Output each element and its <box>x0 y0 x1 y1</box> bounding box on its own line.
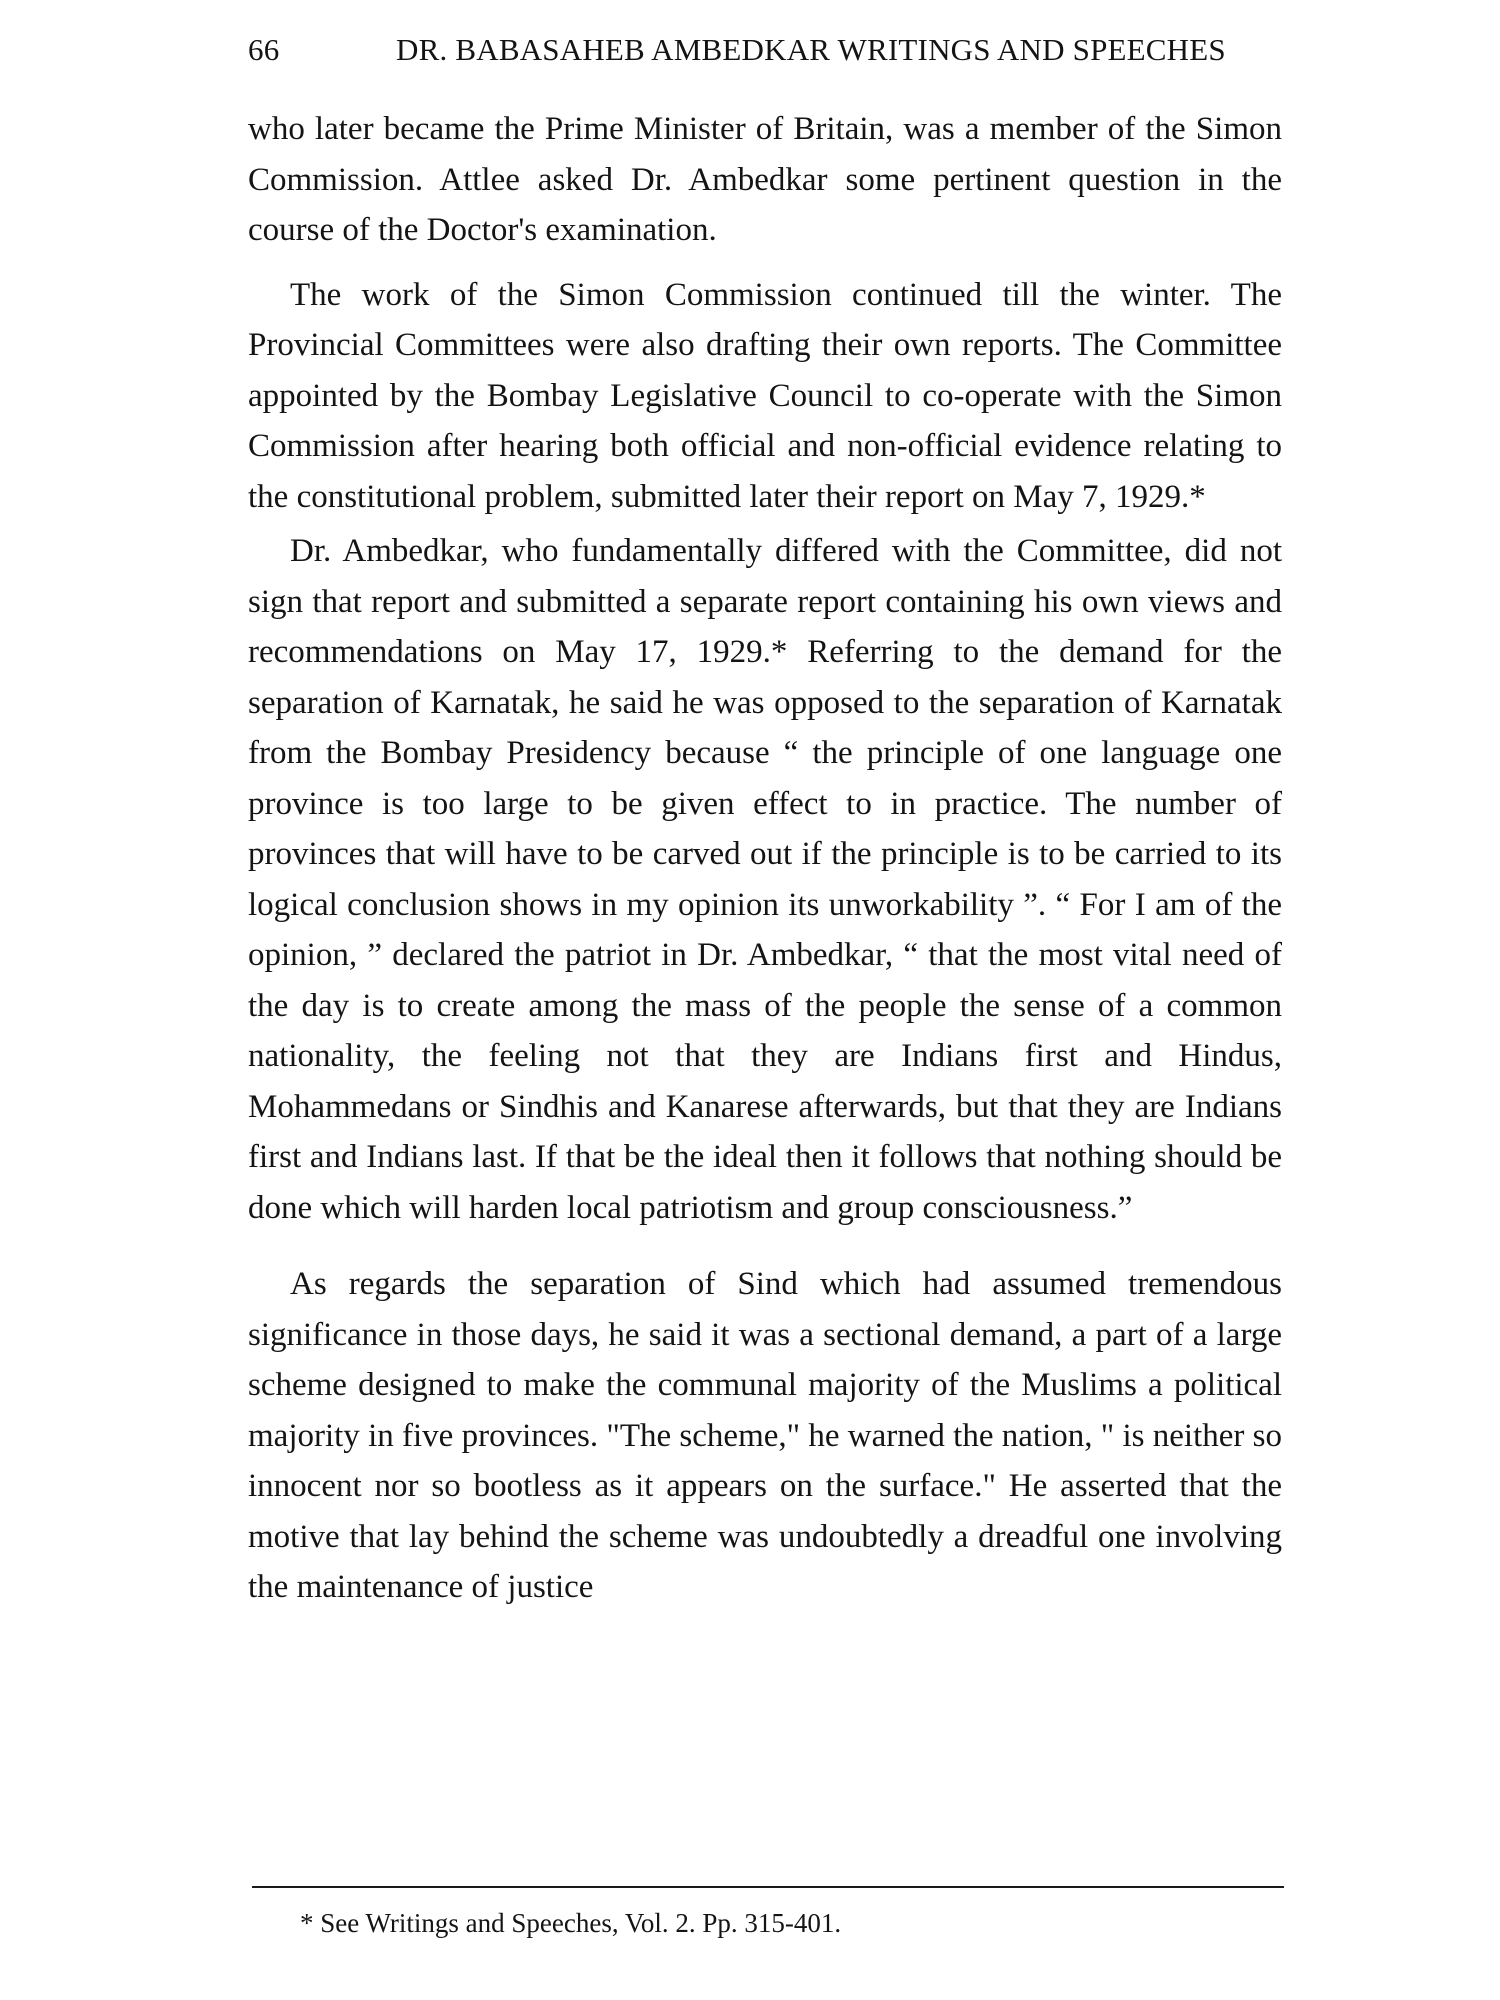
paragraph-attlee: who later became the Prime Minister of Britain, was a member of the Simon Commission. Attlee asked Dr. Ambedkar some pertinent question in the course of the Doctor's examination. <box>248 111 1282 248</box>
running-header <box>248 32 1282 72</box>
page-number: 66 <box>248 32 280 67</box>
paragraph-separate-report: Dr. Ambedkar, who fundamentally differed with the Committee, did not sign that report and submitted a separate report containing his own views and recommendations on May 17, 1929.* Referring to the demand for the separation of Karnatak, he said he was opposed to the separation of Karnatak from the Bombay Presidency because “ the principle of one language one province is too large to be given effect to in practice. The number of provinces that will have to be carved out if the principle is to be carried to its logical conclusion shows in my opinion its unworkability ”. “ For I am of the opinion, ” declared the patriot in Dr. Ambedkar, “ that the most vital need of the day is to create among the mass of the people the sense of a common nationality, the feeling not that they are Indians first and Hindus, Mohammedans or Sindhis and Kanarese afterwards, but that they are Indians first and Indians last. If that be the ideal then it follows that nothing should be done which will harden local patriotism and group consciousness.” <box>248 533 1282 1226</box>
footnote: * See Writings and Speeches, Vol. 2. Pp. 315-401. <box>300 1908 842 1938</box>
paragraph-separation-of-sind: As regards the separation of Sind which had assumed tremendous significance in those days, he said it was a sectional demand, a part of a large scheme designed to make the communal majority of the Muslims a political majority in five provinces. "The scheme," he warned the nation, " is neither so innocent nor so bootless as it appears on the surface." He asserted that the motive that lay behind the scheme was undoubtedly a dreadful one involving the maintenance of justice <box>248 1266 1282 1605</box>
body-text <box>248 104 1282 1613</box>
paragraph-simon-commission-work: The work of the Simon Commission continued till the winter. The Provincial Committees were also drafting their own reports. The Committee appointed by the Bombay Legislative Council to co-operate with the Simon Commission after hearing both official and non-official evidence relating to the constitutional problem, submitted later their report on May 7, 1929.* <box>248 276 1282 515</box>
book-title: DR. BABASAHEB AMBEDKAR WRITINGS AND SPEECHES <box>396 32 1226 67</box>
footnote-divider <box>252 1886 1284 1888</box>
